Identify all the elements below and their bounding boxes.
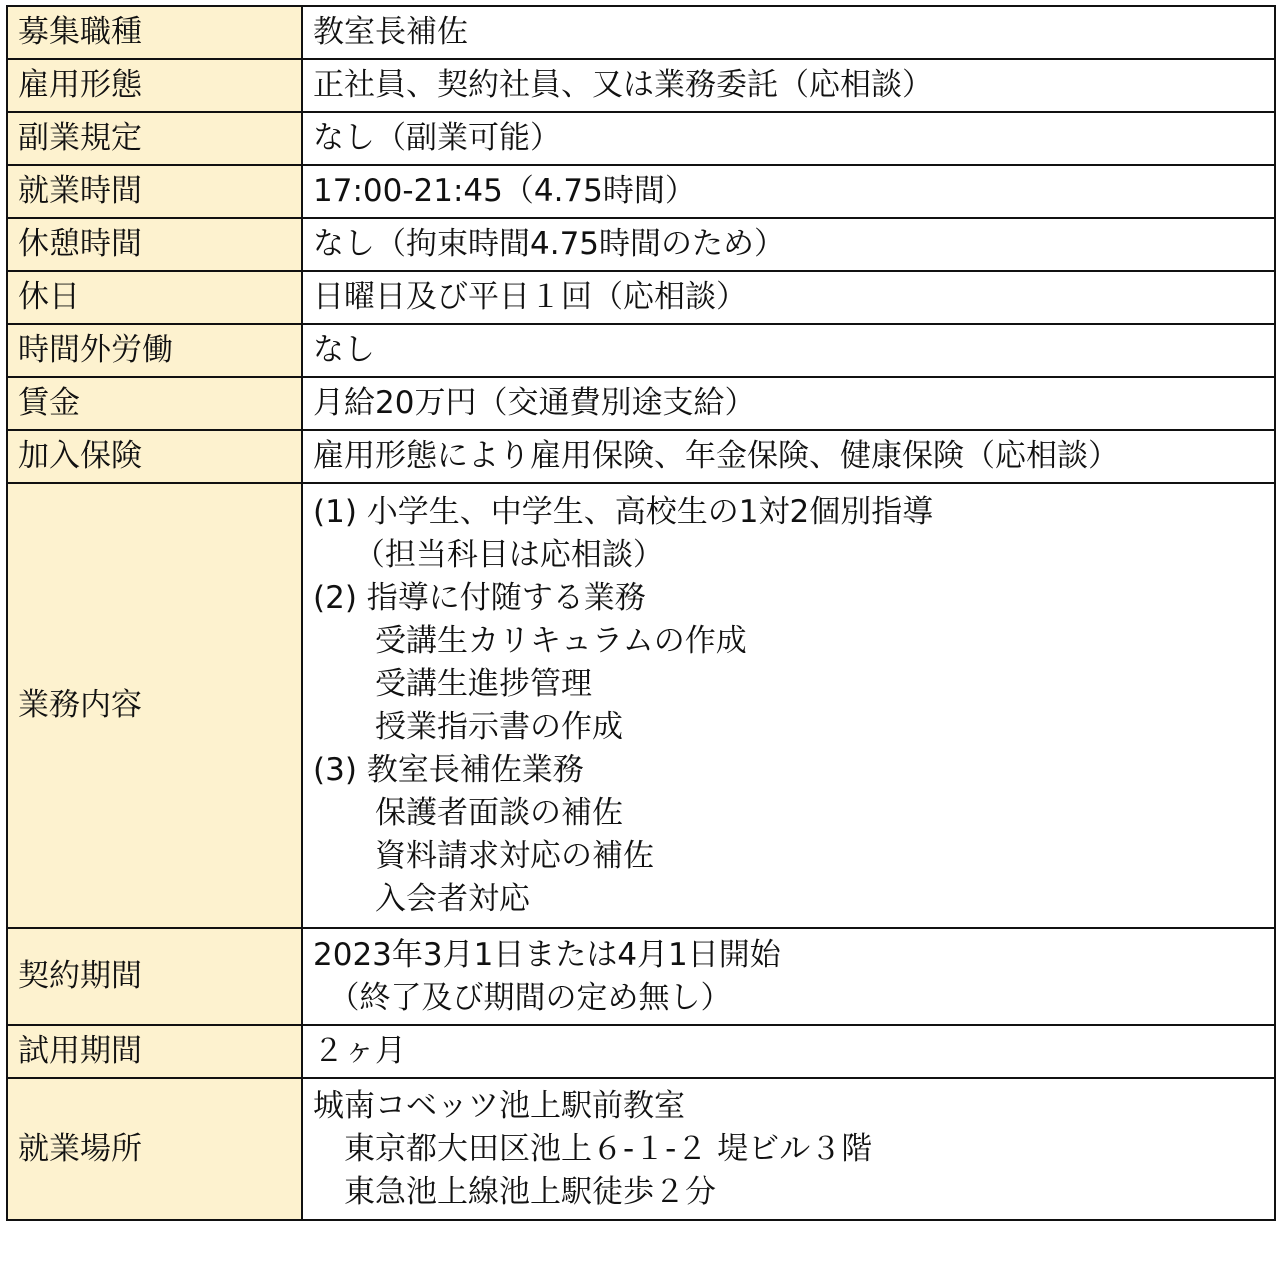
- row-value: [302, 271, 1275, 324]
- table-row: [7, 6, 1275, 59]
- row-label: 就業場所: [7, 1078, 302, 1220]
- value-line: （終了及び期間の定め無し）: [313, 979, 732, 1016]
- row-label: 休憩時間: [7, 218, 302, 271]
- value-line: (2) 指導に付随する業務: [313, 579, 646, 616]
- row-label: 雇用形態: [7, 59, 302, 112]
- value-line: なし（拘束時間4.75時間のため）: [313, 226, 786, 262]
- row-label: 試用期間: [7, 1025, 302, 1078]
- value-line: 資料請求対応の補佐: [313, 837, 654, 874]
- value-line: 保護者面談の補佐: [313, 794, 623, 831]
- value-line: （担当科目は応相談）: [313, 536, 664, 573]
- job-details-sheet: [6, 5, 1276, 1221]
- table-row: [7, 112, 1275, 165]
- value-line: 月給20万円（交通費別途支給）: [313, 385, 756, 421]
- table-row: [7, 483, 1275, 928]
- row-value: [302, 218, 1275, 271]
- row-label: 賃金: [7, 377, 302, 430]
- table-row: [7, 377, 1275, 430]
- table-row: [7, 165, 1275, 218]
- row-value: [302, 6, 1275, 59]
- row-label: 募集職種: [7, 6, 302, 59]
- value-line: 2023年3月1日または4月1日開始: [313, 936, 781, 973]
- row-value: [302, 165, 1275, 218]
- row-value: [302, 59, 1275, 112]
- row-value: [302, 430, 1275, 483]
- value-line: 受講生進捗管理: [313, 665, 592, 702]
- value-line: 城南コベッツ池上駅前教室: [313, 1087, 685, 1124]
- value-line: 日曜日及び平日１回（応相談）: [313, 279, 747, 315]
- value-line: 受講生カリキュラムの作成: [313, 622, 747, 659]
- value-line: 授業指示書の作成: [313, 708, 623, 745]
- value-line: なし: [313, 332, 375, 368]
- table-row: [7, 271, 1275, 324]
- value-line: ２ヶ月: [313, 1033, 406, 1069]
- row-label: 契約期間: [7, 928, 302, 1025]
- row-value: [302, 483, 1275, 928]
- table-row: [7, 928, 1275, 1025]
- job-details-table: [6, 5, 1276, 1221]
- value-line: 東急池上線池上駅徒歩２分: [313, 1173, 716, 1210]
- value-line: 17:00-21:45（4.75時間）: [313, 173, 696, 209]
- row-value: [302, 324, 1275, 377]
- value-line: (3) 教室長補佐業務: [313, 751, 584, 788]
- table-row: [7, 1025, 1275, 1078]
- row-label: 副業規定: [7, 112, 302, 165]
- value-line: 入会者対応: [313, 880, 530, 917]
- value-line: 正社員、契約社員、又は業務委託（応相談）: [313, 67, 933, 103]
- row-value: [302, 377, 1275, 430]
- table-row: [7, 430, 1275, 483]
- value-line: 雇用形態により雇用保険、年金保険、健康保険（応相談）: [313, 438, 1119, 474]
- value-line: なし（副業可能）: [313, 120, 561, 156]
- row-value: [302, 1078, 1275, 1220]
- row-label: 業務内容: [7, 483, 302, 928]
- table-row: [7, 59, 1275, 112]
- table-row: [7, 324, 1275, 377]
- row-label: 就業時間: [7, 165, 302, 218]
- value-line: (1) 小学生、中学生、高校生の1対2個別指導: [313, 493, 934, 530]
- row-label: 加入保険: [7, 430, 302, 483]
- row-label: 時間外労働: [7, 324, 302, 377]
- value-line: 東京都大田区池上６-１-２ 堤ビル３階: [313, 1130, 873, 1167]
- row-value: [302, 1025, 1275, 1078]
- table-row: [7, 1078, 1275, 1220]
- row-value: [302, 112, 1275, 165]
- table-row: [7, 218, 1275, 271]
- row-label: 休日: [7, 271, 302, 324]
- value-line: 教室長補佐: [313, 14, 468, 50]
- row-value: [302, 928, 1275, 1025]
